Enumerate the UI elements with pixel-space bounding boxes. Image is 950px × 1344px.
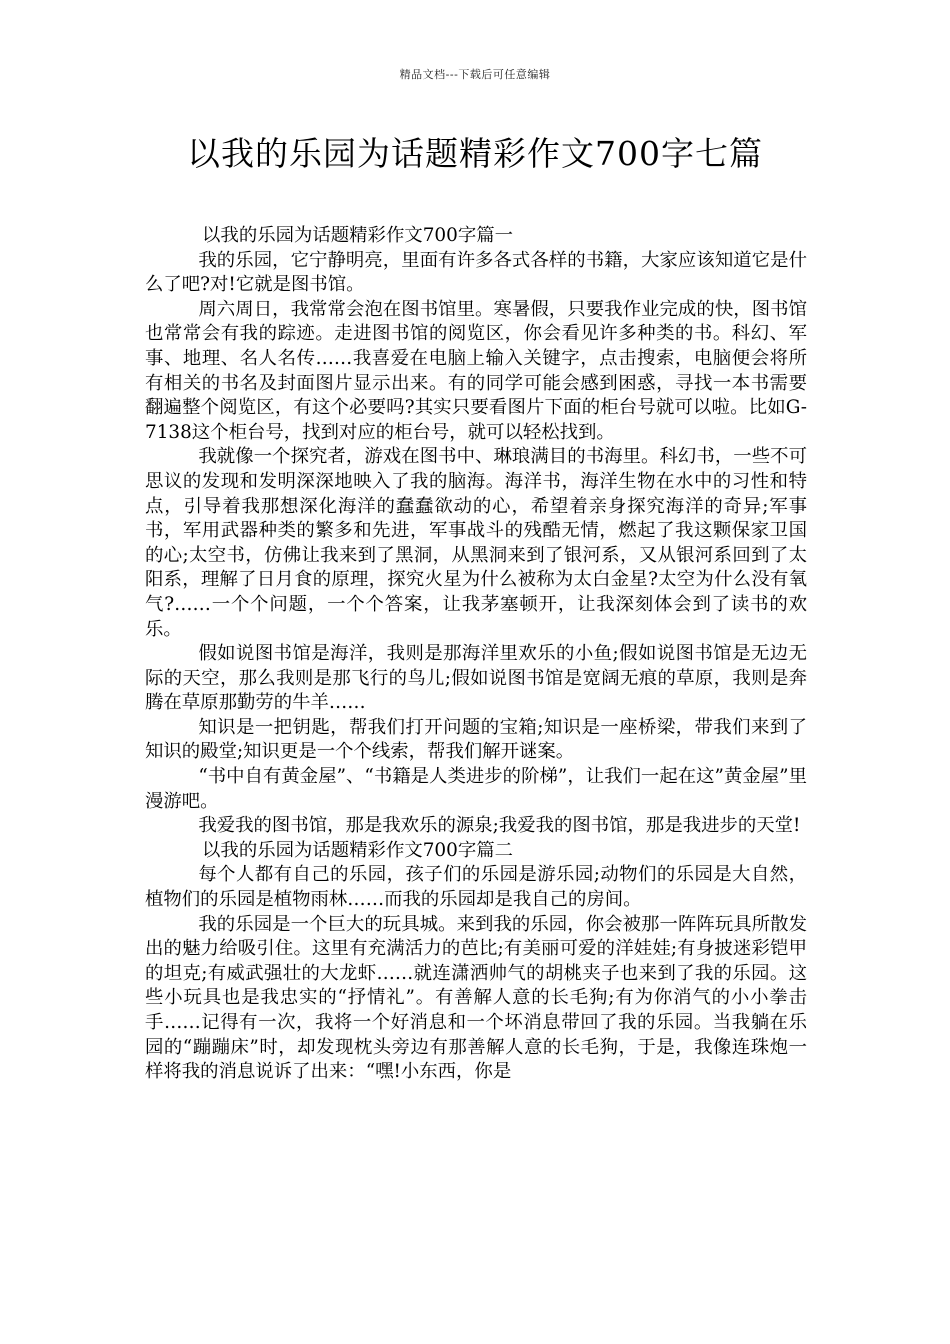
document-title: 以我的乐园为话题精彩作文700字七篇 <box>187 134 763 173</box>
paragraph: 我就像一个探究者，游戏在图书中、琳琅满目的书海里。科幻书，一些不可思议的发现和发明深深地映入了我的脑海。海洋书，海洋生物在水中的习性和特点，引导着我那想深化海洋的蠢蠢欲动的心，希望着亲身探究海洋的奇异;军事书，军用武器种类的繁多和先进，军事战斗的残酷无情，燃起了我这颗保家卫国的心;太空书，仿佛让我来到了黑洞，从黑洞来到了银河系，又从银河系回到了太阳系，理解了日月食的原理，探究火星为什么被称为太白金星?太空为什么没有氧气?……一个个问题，一个个答案，让我茅塞顿开，让我深刻体会到了读书的欢乐。 <box>145 446 807 640</box>
paragraph: 我的乐园，它宁静明亮，里面有许多各式各样的书籍，大家应该知道它是什么了吧?对!它就是图书馆。 <box>145 249 807 296</box>
paragraph: 每个人都有自己的乐园，孩子们的乐园是游乐园;动物们的乐园是大自然，植物们的乐园是植物雨林……而我的乐园却是我自己的房间。 <box>145 864 807 911</box>
paragraph: 假如说图书馆是海洋，我则是那海洋里欢乐的小鱼;假如说图书馆是无边无际的天空，那么我则是那飞行的鸟儿;假如说图书馆是宽阔无痕的草原，我则是奔腾在草原那勤劳的牛羊…… <box>145 643 807 714</box>
paragraph: 我的乐园是一个巨大的玩具城。来到我的乐园，你会被那一阵阵玩具所散发出的魅力给吸引住。这里有充满活力的芭比;有美丽可爱的洋娃娃;有身披迷彩铠甲的坦克;有威武强壮的大龙虾……就连潇洒帅气的胡桃夹子也来到了我的乐园。这些小玩具也是我忠实的“抒情礼”。有善解人意的长毛狗;有为你消气的小小拳击手……记得有一次，我将一个好消息和一个坏消息带回了我的乐园。当我躺在乐园的“蹦蹦床”时，却发现枕头旁边有那善解人意的长毛狗，于是，我像连珠炮一样将我的消息说诉了出来：“嘿!小东西，你是 <box>145 913 807 1083</box>
paragraph: 我爱我的图书馆，那是我欢乐的源泉;我爱我的图书馆，那是我进步的天堂! <box>198 815 801 837</box>
header-note: 精品文档---下载后可任意编辑 <box>399 68 551 81</box>
paragraph: 知识是一把钥匙，帮我们打开问题的宝箱;知识是一座桥梁，带我们来到了知识的殿堂;知识更是一个个线索，帮我们解开谜案。 <box>145 716 807 763</box>
paragraph: “书中自有黄金屋”、“书籍是人类进步的阶梯”，让我们一起在这”黄金屋”里漫游吧。 <box>145 766 807 812</box>
section-heading-2: 以我的乐园为话题精彩作文700字篇二 <box>202 839 513 861</box>
paragraph: 周六周日，我常常会泡在图书馆里。寒暑假，只要我作业完成的快，图书馆也常常会有我的踪迹。走进图书馆的阅览区，你会看见许多种类的书。科幻、军事、地理、名人名传……我喜爱在电脑上输入关键字，点击搜索，电脑便会将所有相关的书名及封面图片显示出来。有的同学可能会感到困惑，寻找一本书需要翻遍整个阅览区，有这个必要吗?其实只要看图片下面的柜台号就可以啦。比如G-7138这个柜台号，找到对应的柜台号，就可以轻松找到。 <box>145 298 807 443</box>
section-heading-1: 以我的乐园为话题精彩作文700字篇一 <box>202 225 513 246</box>
document-body <box>145 224 807 1085</box>
